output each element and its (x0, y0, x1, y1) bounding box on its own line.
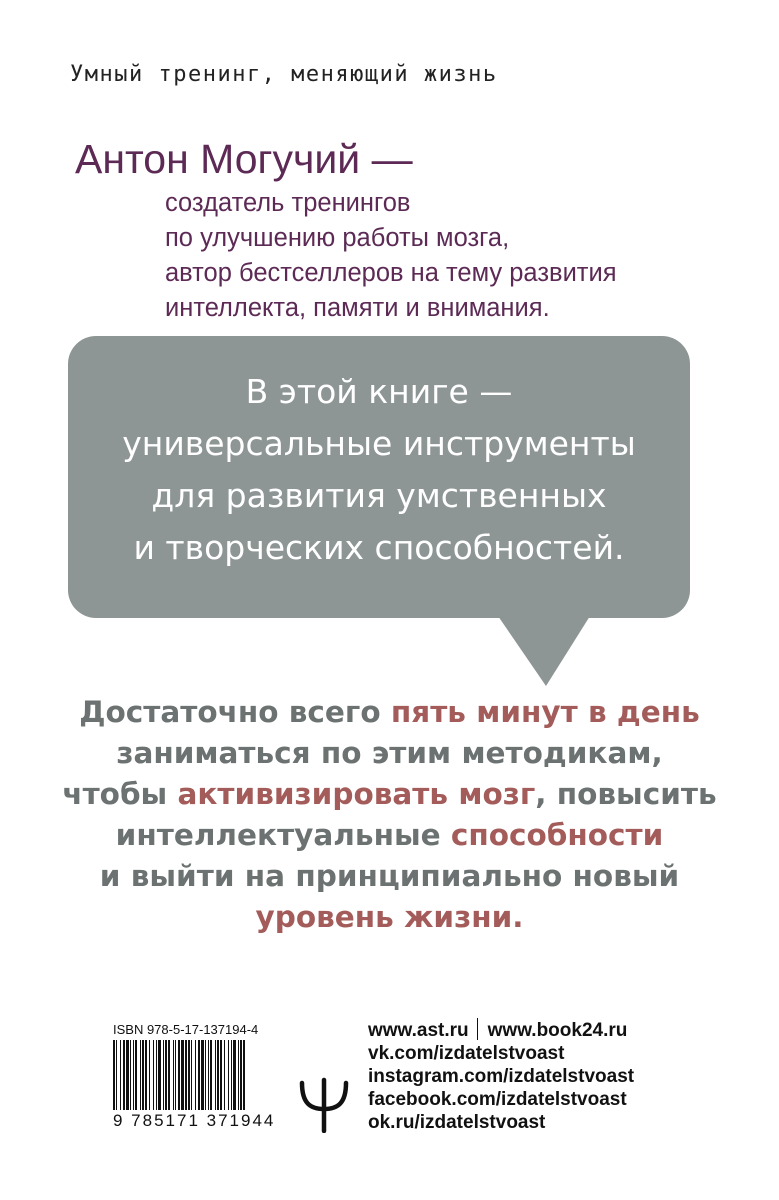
promo-line (0, 692, 779, 733)
barcode-bar (240, 1040, 242, 1110)
link-vk[interactable]: vk.com/izdatelstvoast (368, 1043, 565, 1064)
barcode-bar (215, 1040, 216, 1110)
barcode-bar (113, 1040, 115, 1110)
author-description-line: интеллекта, памяти и внимания. (165, 294, 550, 322)
speech-bubble-text (68, 366, 690, 574)
barcode (112, 1040, 250, 1110)
promo-line (0, 897, 779, 938)
link-facebook[interactable]: facebook.com/izdatelstvoast (368, 1089, 627, 1110)
link-ok[interactable]: ok.ru/izdatelstvoast (368, 1112, 546, 1133)
barcode-bar (149, 1040, 150, 1110)
barcode-bar (168, 1040, 170, 1110)
author-description-line: создатель тренингов (165, 189, 411, 217)
barcode-bar (156, 1040, 157, 1110)
barcode-digits: 9 785171 371944 (113, 1111, 276, 1130)
speech-bubble-line: для развития умственных (151, 476, 607, 515)
promo-line (0, 774, 779, 815)
promo-text-segment: чтобы (62, 777, 178, 811)
barcode-bar (217, 1040, 219, 1110)
barcode-bar (133, 1040, 134, 1110)
promo-text (0, 692, 779, 938)
barcode-bar (140, 1040, 141, 1110)
promo-highlight: уровень жизни. (255, 900, 524, 934)
barcode-bar (185, 1040, 187, 1110)
barcode-bar (142, 1040, 144, 1110)
speech-bubble-line: В этой книге — (245, 372, 513, 411)
barcode-bar (153, 1040, 154, 1110)
barcode-bar (120, 1040, 121, 1110)
speech-bubble-line: универсальные инструменты (122, 424, 636, 463)
link-site[interactable]: www.book24.ru (487, 1020, 628, 1041)
barcode-bar (208, 1040, 209, 1110)
promo-text-segment: , повысить (535, 777, 717, 811)
barcode-bar (181, 1040, 184, 1110)
barcode-bar (173, 1040, 174, 1110)
barcode-bar (126, 1040, 129, 1110)
barcode-bar (135, 1040, 137, 1110)
barcode-bar (233, 1040, 236, 1110)
link-instagram[interactable]: instagram.com/izdatelstvoast (368, 1066, 635, 1087)
barcode-bar (195, 1040, 196, 1110)
promo-text-segment: и выйти на принципиально новый (99, 859, 680, 893)
barcode-bar (243, 1040, 245, 1110)
series-title: Умный тренинг, меняющий жизнь (70, 62, 498, 87)
barcode-bar (175, 1040, 176, 1110)
barcode-bar (224, 1040, 225, 1110)
promo-highlight: пять минут в день (390, 695, 700, 729)
links-row (368, 1018, 634, 1042)
barcode-bar (231, 1040, 232, 1110)
barcode-bar (178, 1040, 180, 1110)
barcode-bar (145, 1040, 147, 1110)
author-name: Антон Могучий — (75, 136, 413, 182)
isbn-label: ISBN 978-5-17-137194-4 (113, 1022, 259, 1037)
barcode-bar (130, 1040, 131, 1110)
barcode-bar (210, 1040, 212, 1110)
barcode-bar (165, 1040, 167, 1110)
promo-highlight: способности (450, 818, 664, 852)
link-site[interactable]: www.ast.ru (368, 1020, 469, 1041)
promo-line (0, 733, 779, 774)
promo-text-segment: заниматься по этим методикам, (116, 736, 663, 770)
links-separator (477, 1018, 478, 1040)
barcode-bar (205, 1040, 206, 1110)
barcode-bar (201, 1040, 204, 1110)
barcode-bar (198, 1040, 200, 1110)
psi-logo-icon (298, 1077, 350, 1133)
speech-bubble-line: и творческих способностей. (133, 528, 625, 567)
barcode-bar (116, 1040, 117, 1110)
author-description-line: автор бестселлеров на тему развития (165, 259, 617, 287)
author-description-line: по улучшению работы мозга, (165, 224, 510, 252)
promo-highlight: активизировать мозг (177, 777, 536, 811)
barcode-bar (158, 1040, 161, 1110)
barcode-bar (163, 1040, 164, 1110)
barcode-bar (238, 1040, 239, 1110)
barcode-bar (228, 1040, 229, 1110)
barcode-bar (123, 1040, 125, 1110)
promo-text-segment: интеллектуальные (115, 818, 451, 852)
promo-line (0, 856, 779, 897)
publisher-links (368, 1018, 634, 1134)
promo-text-segment: Достаточно всего (79, 695, 391, 729)
promo-line (0, 815, 779, 856)
barcode-bar (188, 1040, 190, 1110)
barcode-bar (191, 1040, 192, 1110)
barcode-bar (220, 1040, 222, 1110)
